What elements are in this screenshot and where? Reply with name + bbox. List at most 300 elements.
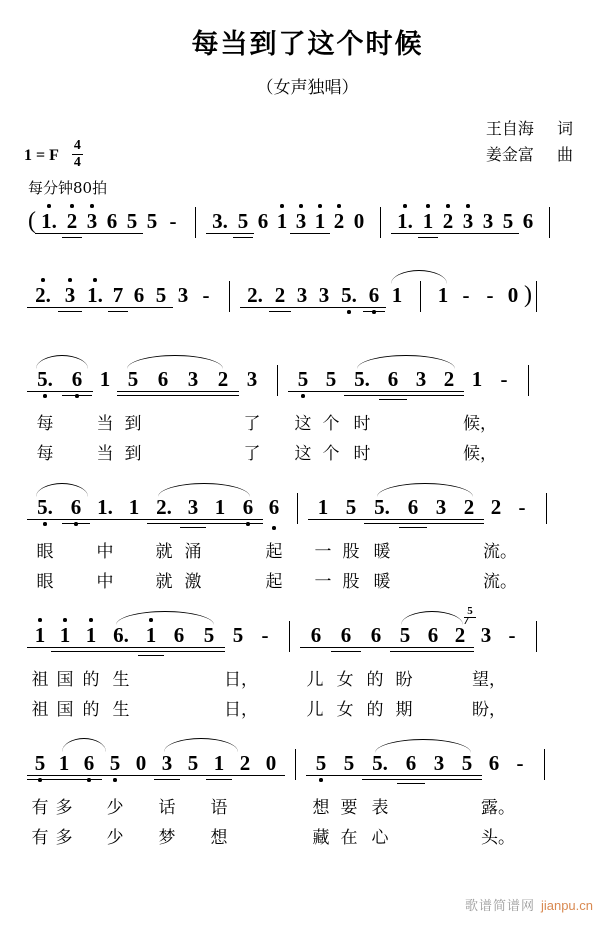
lyric-syllable: 股 [342,542,360,562]
octave-dot-low [289,394,317,399]
lyric-row-verse2 [0,568,615,598]
note: 6. [104,620,138,666]
note: 1. [392,206,418,252]
lyric-syllable: 眼 [36,572,54,592]
note-rest: 0 [353,209,365,233]
lyric-syllable [164,666,194,696]
lyric-syllable: 表 [371,798,389,818]
bar-line [277,365,278,396]
note: 3 [407,364,435,410]
note: 1 [309,492,337,538]
lyric-syllable [453,824,481,854]
lyric-syllable: 当 [96,414,114,434]
lyric-syllable [455,538,483,568]
lyric-syllable [407,410,435,440]
lyric-syllable: 心 [371,828,389,848]
lyric-syllable: 暖 [373,572,391,592]
lyric-syllable: 想 [210,828,228,848]
lyric-syllable [120,538,148,568]
slur-arc [158,483,250,497]
note: 5 [289,364,317,410]
lyric-syllable: 多 [55,798,73,818]
lyric-syllable: 时 [353,414,371,434]
lyricist-role: 词 [556,119,573,138]
note: 6 [76,748,102,794]
lyric-syllable: 了 [243,414,261,434]
note-dash: - [202,283,210,307]
note: 1 [206,492,234,538]
staff-line-5 [0,605,615,726]
note: 6 [331,620,361,666]
bar-line [195,207,196,238]
lyric-syllable [164,696,194,726]
lyric-row-verse2 [0,824,615,854]
lyric-syllable: 每 [36,444,54,464]
lyric-syllable: 梦 [158,828,176,848]
note: 6 [62,492,90,538]
note: 2 [329,206,349,252]
lyricist-name: 王自海 [485,119,534,138]
lyric-syllable: 激 [184,572,202,592]
composer-role: 曲 [556,145,573,164]
note: 5 [453,748,481,794]
bar-line [289,621,290,652]
note: 3 [425,748,453,794]
tempo-marking: 每分钟80拍 [28,179,108,197]
lyric-syllable [446,696,472,726]
lyric-syllable: 祖 [31,670,49,690]
lyric-syllable [397,794,425,824]
lyric-syllable: 头。 [481,828,515,848]
staff-line-2 [0,280,615,326]
lyric-spacer [284,824,307,854]
slur-arc [164,738,238,752]
note: 5 3 [473,620,499,666]
octave-dot-low [335,310,363,315]
lyric-syllable [194,666,224,696]
lyric-syllable: 藏 [312,828,330,848]
lyric-syllable: 国 [56,670,74,690]
note: 3 [178,364,208,410]
note: 6 [522,209,534,233]
watermark [465,895,593,914]
lyric-syllable [435,410,463,440]
note: 2 [62,206,82,252]
note: 1 [28,620,52,666]
lyric-syllable [258,794,284,824]
note-dash: - [508,623,516,647]
lyric-syllable: 这 [294,444,312,464]
lyric-syllable: 流。 [483,572,517,592]
lyric-syllable [180,794,206,824]
lyric-spacer [286,568,309,598]
note: 3 [291,206,311,252]
note: 2. [241,280,269,326]
note: 2 [208,364,238,410]
octave-dot-low [28,394,62,399]
note: 5 [335,748,363,794]
octave-dot-low [307,778,335,783]
note: 3 [82,206,102,252]
lyric-syllable [418,666,446,696]
bar-line [544,749,545,780]
note: 1 [311,206,329,252]
note: 6 [234,492,262,538]
slur-arc [62,738,106,752]
bar-line [546,493,547,524]
lyric-syllable: 涌 [184,542,202,562]
note: 2 [455,492,483,538]
lyric-syllable: 到 [124,414,142,434]
lyric-syllable: 候， [463,414,497,434]
lyric-syllable: 就 [155,542,173,562]
note: 3 [180,492,206,538]
lyric-syllable: 望， [472,670,506,690]
meter-denominator: 4 [73,155,81,170]
bar-line [528,365,529,396]
lyric-syllable [455,568,483,598]
note: 6 [164,620,194,666]
notes-row-4 [0,492,615,538]
note-dash: - [500,367,508,391]
lyric-syllable: 语 [210,798,228,818]
bar-line [229,281,230,312]
bar-line [297,493,298,524]
note: 1 [385,280,409,326]
note: 6 [379,364,407,410]
lyric-syllable: 祖 [31,700,49,720]
score [0,206,615,854]
lyric-syllable [379,440,407,470]
lyric-syllable: 眼 [36,542,54,562]
lyric-syllable [138,696,164,726]
lyric-syllable: 有 [31,798,49,818]
note: 1 [99,367,111,391]
lyric-syllable: 日， [224,670,258,690]
tie-arc [391,270,447,284]
composer-row [486,142,573,168]
slur-arc [116,611,214,625]
octave-dot-low [262,526,286,531]
note: 1. [90,492,120,538]
slur-arc [401,611,463,625]
lyric-syllable [148,410,178,440]
lyric-syllable [425,794,453,824]
lyric-syllable: 起 [265,542,283,562]
note: 3 [154,748,180,794]
lyric-syllable: 一 [314,542,332,562]
lyric-syllable [208,410,238,440]
lyric-row-verse1 [0,666,615,696]
lyric-syllable: 到 [124,444,142,464]
bar-line [380,207,381,238]
notes-row-2 [0,280,615,326]
note: 5. [28,492,62,538]
lyric-syllable [453,794,481,824]
lyric-syllable: 在 [340,828,358,848]
slur-arc [36,483,88,497]
note: 5. [363,748,397,794]
note: 6 [262,492,286,538]
page-subtitle: （女声独唱） [256,78,359,98]
note: 3 [291,280,313,326]
grace-note: 5 [464,606,476,624]
lyric-syllable: 的 [82,700,100,720]
note: 5 [146,209,158,233]
lyric-syllable: 期 [395,700,413,720]
note: 1. [82,280,108,326]
lyric-spacer [286,538,309,568]
note: 3. [207,206,233,252]
note: 7 [108,280,128,326]
note: 5 [122,206,142,252]
note: 3 [177,283,189,307]
lyric-syllable: 女 [336,670,354,690]
note-dash: - [462,283,470,307]
note: 3 [458,206,478,252]
lyric-syllable [148,440,178,470]
note: 2 [269,280,291,326]
note: 3 [313,280,335,326]
note: 6 [257,209,269,233]
note: 1. [36,206,62,252]
note: 5 [102,748,128,794]
lyric-syllable [206,538,234,568]
lyric-syllable [208,440,238,470]
note: 1 [120,492,148,538]
lyric-syllable: 生 [112,700,130,720]
note: 6 [361,620,391,666]
lyric-syllable: 个 [322,444,340,464]
lyric-syllable: 个 [322,414,340,434]
note: 6 [128,280,150,326]
staff-line-6 [0,748,615,854]
note: 6 [148,364,178,410]
lyric-syllable: 当 [96,444,114,464]
page-title: 每当到了这个时候 [191,29,424,60]
credits-block [486,116,573,168]
note: 1 [273,206,291,252]
note: 5 [307,748,335,794]
note: 5. [365,492,399,538]
lyric-spacer [284,794,307,824]
note: 5 [337,492,365,538]
slur-arc [377,483,473,497]
staff-line-3 [0,364,615,470]
lyric-syllable: 一 [314,572,332,592]
note: 5. [335,280,363,326]
note: 3 [478,206,498,252]
note-dash: - [516,751,524,775]
note: 1 [52,748,76,794]
lyric-spacer [266,410,289,440]
note: 6 [363,280,385,326]
lyric-syllable: 股 [342,572,360,592]
lyric-syllable: 少 [106,798,124,818]
lyric-syllable [62,538,90,568]
bar-line [420,281,421,312]
note: 1 [437,283,449,307]
staff-line-4 [0,492,615,598]
lyric-row-verse1 [0,538,615,568]
note-dash: - [486,283,494,307]
lyric-syllable: 起 [265,572,283,592]
note-rest: 0 [258,748,284,794]
lyric-syllable [258,824,284,854]
note: 1 [138,620,164,666]
lyric-syllable [232,794,258,824]
lyricist-row [486,116,573,142]
lyric-syllable: 每 [36,414,54,434]
note-rest: 0 [507,283,519,307]
lyric-syllable: 盼， [472,700,506,720]
lyric-row-verse2 [0,440,615,470]
notes-row-1 [0,206,615,252]
lyric-row-verse2 [0,696,615,726]
lyric-syllable: 日， [224,700,258,720]
lyric-syllable [232,824,258,854]
note: 1 [418,206,438,252]
lyric-row-verse1 [0,794,615,824]
notes-row-6 [0,748,615,794]
lyric-syllable [128,824,154,854]
lyric-syllable [407,440,435,470]
lyric-syllable [446,666,472,696]
lyric-syllable: 儿 [306,670,324,690]
slur-arc [36,355,88,369]
note: 5 [498,206,518,252]
note: 2 [435,364,463,410]
slur-arc [375,739,471,753]
note-dash: - [169,209,177,233]
lyric-syllable: 露。 [481,798,515,818]
note-dash: - [518,495,526,519]
composer-name: 姜金富 [485,145,534,164]
note: 6 [399,492,427,538]
lyric-syllable: 这 [294,414,312,434]
note: 2 [490,495,502,519]
note: 5 [28,748,52,794]
lyric-syllable: 的 [366,670,384,690]
note: 1 [52,620,78,666]
key-and-meter [24,140,83,171]
lyric-syllable: 时 [353,444,371,464]
key-signature: 1 = F [24,146,59,164]
note: 5 [180,748,206,794]
lyric-syllable [180,824,206,854]
lyric-spacer [252,696,300,726]
bar-line [536,621,537,652]
note: 2. [28,280,58,326]
lyric-syllable: 有 [31,828,49,848]
lyric-syllable: 盼 [395,670,413,690]
meter-numerator: 4 [73,138,81,153]
lyric-syllable [206,568,234,598]
notes-row-5 [0,605,615,666]
lyric-syllable [76,824,102,854]
note: 6 [62,364,92,410]
note: 6 [301,620,331,666]
lyric-syllable: 儿 [306,700,324,720]
note: 5 [317,364,345,410]
lyric-syllable [76,794,102,824]
lyric-syllable: 生 [112,670,130,690]
lyric-syllable [399,568,427,598]
octave-dot-low [28,522,62,527]
lyric-syllable: 女 [336,700,354,720]
lyric-syllable: 流。 [483,542,517,562]
lyric-syllable: 就 [155,572,173,592]
lyric-syllable: 了 [243,444,261,464]
note: 6 [488,751,500,775]
lyric-syllable [178,440,208,470]
lyric-syllable [427,538,455,568]
lyric-spacer [252,666,300,696]
lyric-syllable: 中 [96,572,114,592]
lyric-syllable: 暖 [373,542,391,562]
note: 1 [78,620,104,666]
notes-row-3 [0,364,615,410]
slur-arc [357,355,455,369]
bar-line [295,749,296,780]
lyric-syllable [178,410,208,440]
lyric-syllable [427,568,455,598]
watermark-site-name: 歌谱简谱网 [464,899,535,914]
note-dash: - [261,623,269,647]
lyric-syllable [435,440,463,470]
note: 5 [150,280,172,326]
note: 1 [206,748,232,794]
lyric-syllable: 的 [366,700,384,720]
lyric-syllable: 少 [106,828,124,848]
open-paren: ( [28,208,36,234]
lyric-syllable: 的 [82,670,100,690]
lyric-syllable: 多 [55,828,73,848]
note: 2 [232,748,258,794]
note: 5. [345,364,379,410]
staff-line-1 [0,206,615,252]
lyric-syllable [138,666,164,696]
lyric-syllable [194,696,224,726]
lyric-syllable [62,568,90,598]
lyric-syllable [379,410,407,440]
lyric-syllable: 中 [96,542,114,562]
note: 6 [102,206,122,252]
note: 3 [246,367,258,391]
lyric-row-verse1 [0,410,615,440]
lyric-syllable [234,568,262,598]
note: 5 [118,364,148,410]
lyric-syllable: 想 [312,798,330,818]
lyric-syllable: 要 [340,798,358,818]
lyric-syllable [425,824,453,854]
note: 5. [28,364,62,410]
time-signature [72,139,83,170]
note: 2. [148,492,180,538]
note: 2 [447,620,473,666]
note: 6 [397,748,425,794]
note-rest: 0 [128,748,154,794]
note: 3 [427,492,455,538]
lyric-syllable [62,440,92,470]
lyric-syllable [120,568,148,598]
note: 5 [232,623,244,647]
lyric-syllable: 国 [56,700,74,720]
lyric-syllable: 话 [158,798,176,818]
note: 5 [391,620,419,666]
lyric-syllable [399,538,427,568]
note: 6 [419,620,447,666]
